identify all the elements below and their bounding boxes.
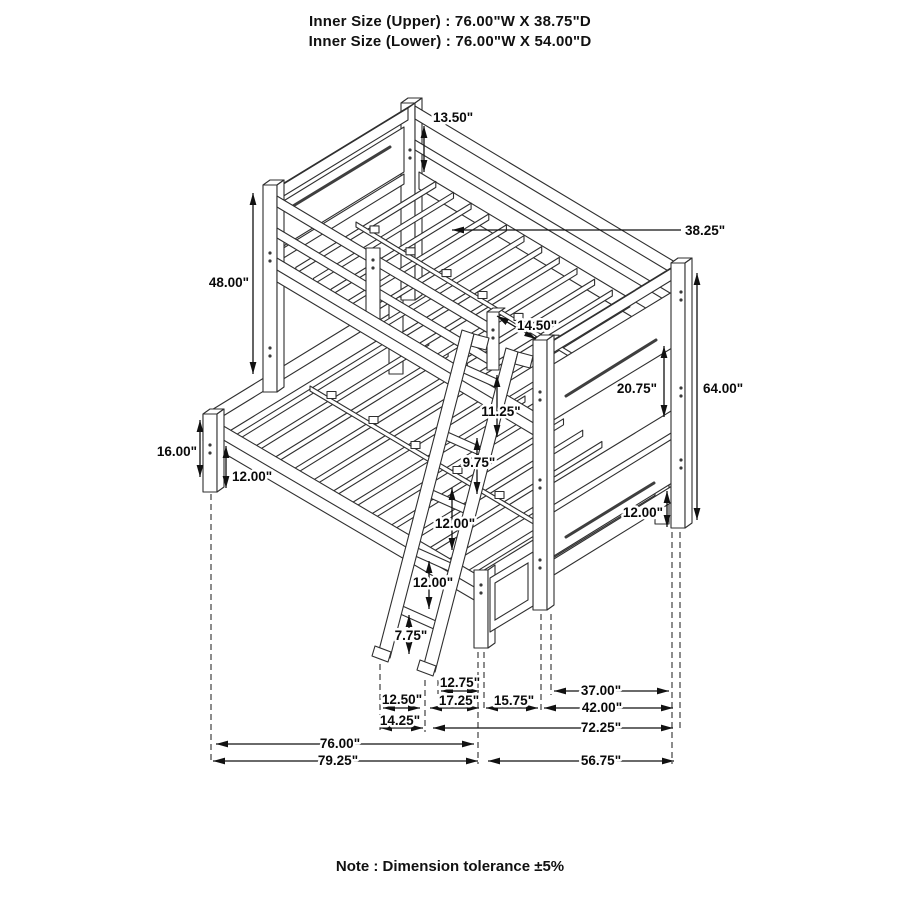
upper-bunk [263,98,692,610]
dim-label-11-25: 11.25" [481,404,521,419]
dim-label-64-00: 64.00" [703,381,744,396]
dim-label-16-00: 16.00" [156,444,197,459]
dim-label-37-00: 37.00" [580,683,622,698]
dim-label-48-00: 48.00" [208,275,249,290]
dim-label-7-75: 7.75" [394,628,428,643]
dim-label-12-00-right: 12.00" [622,505,663,520]
dim-label-13-50: 13.50" [433,110,474,125]
inner-size-upper-line: Inner Size (Upper) : 76.00"W X 38.75"D [309,13,591,30]
tolerance-note: Note : Dimension tolerance ±5% [335,858,565,875]
dim-label-20-75: 20.75" [616,381,657,396]
dim-label-76-00: 76.00" [319,736,361,751]
dim-label-56-75: 56.75" [580,753,622,768]
dim-label-79-25: 79.25" [317,753,359,768]
post-head-front [263,180,284,392]
dim-label-38-25: 38.25" [685,223,726,238]
dim-label-15-75: 15.75" [493,693,535,708]
dim-label-12-00-left: 12.00" [232,469,273,484]
ladder-left-rail [378,330,474,658]
post-foot-front [533,335,554,610]
dim-label-42-00: 42.00" [581,700,623,715]
inner-size-lower-line: Inner Size (Lower) : 76.00"W X 54.00"D [308,33,592,50]
dim-label-12-00-ladder-low: 12.00" [412,575,454,590]
lower-front-left-leg [203,409,224,492]
dim-label-12-75: 12.75" [439,675,481,690]
dim-label-14-50: 14.50" [517,318,558,333]
dim-label-17-25: 17.25" [438,693,480,708]
dim-label-12-00-ladder-mid: 12.00" [434,516,476,531]
dim-label-14-25: 14.25" [379,713,421,728]
dim-label-9-75: 9.75" [462,455,496,470]
dim-label-72-25: 72.25" [580,720,622,735]
dim-label-12-50: 12.50" [381,692,423,707]
